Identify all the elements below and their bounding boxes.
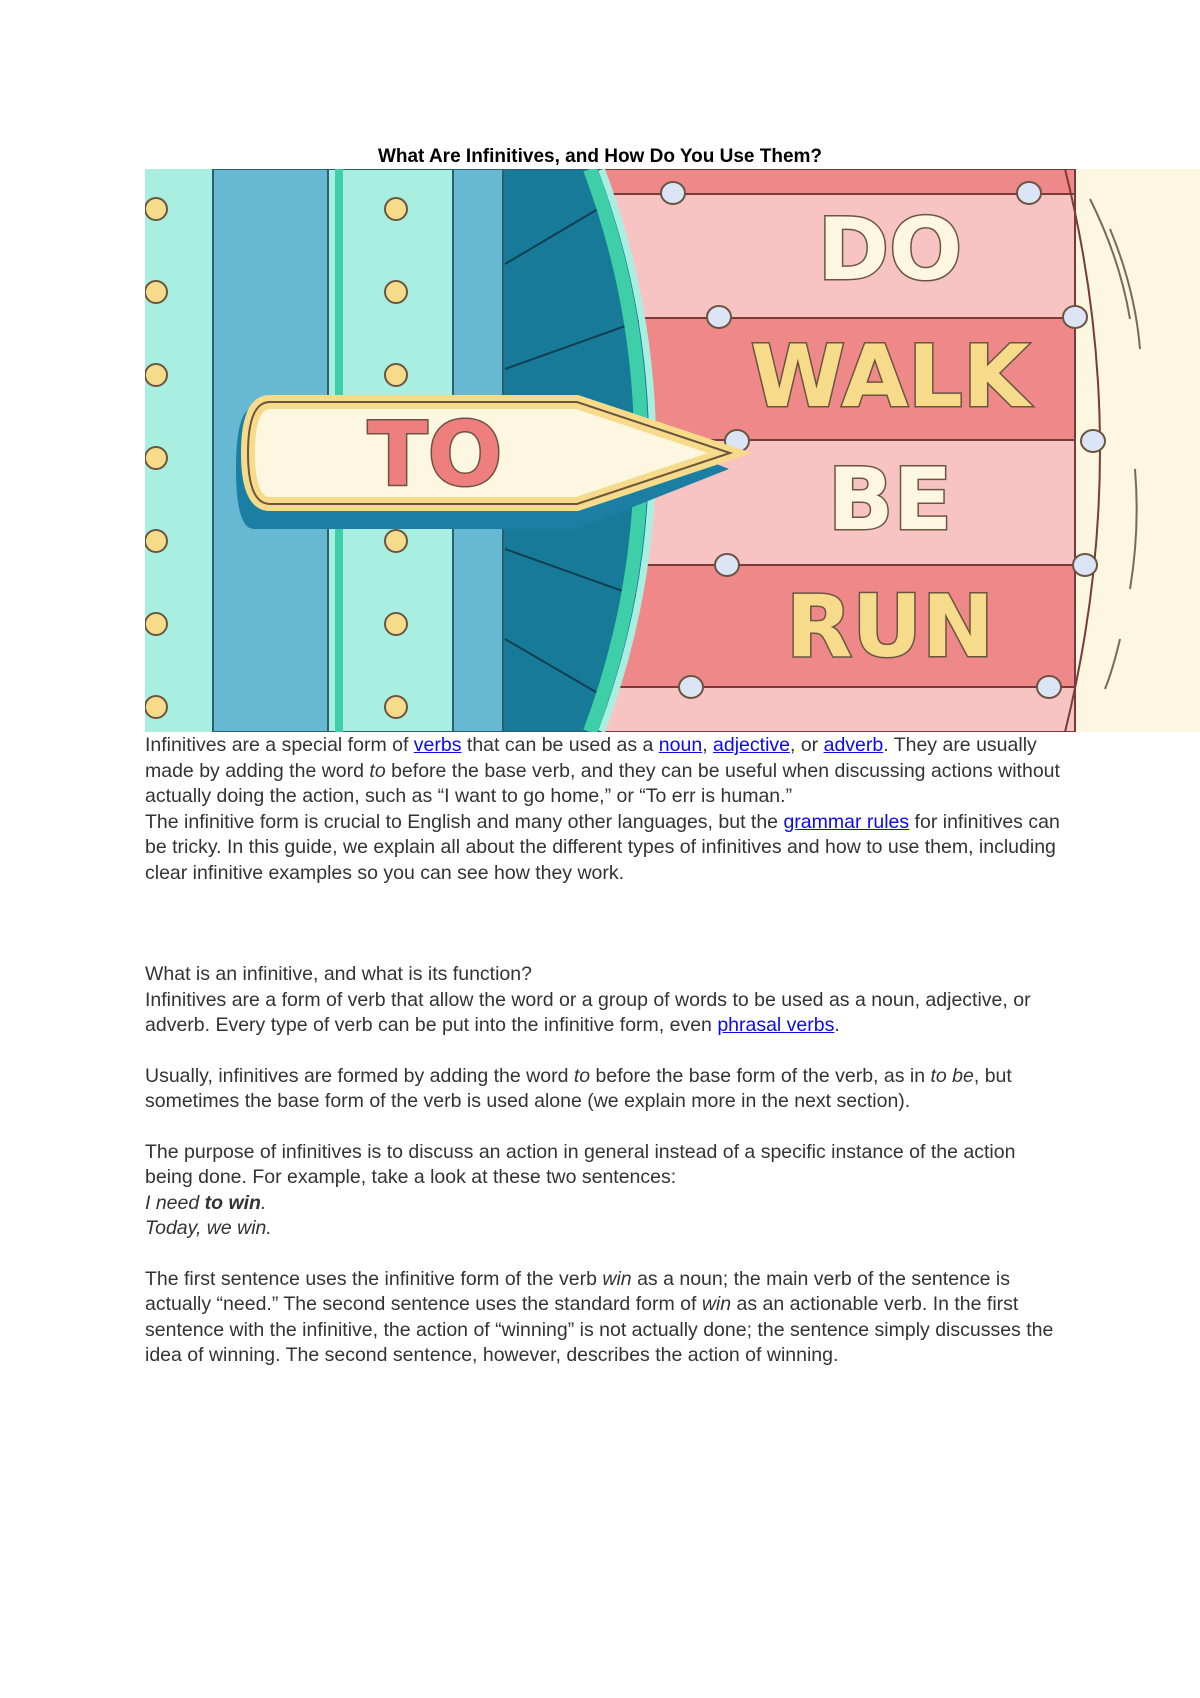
text: . They are usually made by adding the word: [145, 734, 1037, 782]
emphasis: to be: [930, 1064, 974, 1087]
word-do: DO: [817, 200, 963, 300]
text: Infinitives are a form of verb that allow the word or a group of words to be used as a noun, adjective, or adverb. Every type of verb can be put into the infinitive form, even: [145, 988, 1031, 1036]
emphasis: win: [701, 1293, 732, 1315]
text: ,: [702, 734, 714, 756]
emphasis: to: [573, 1064, 591, 1087]
text: The first sentence uses the infinitive form of the verb: [145, 1267, 603, 1290]
section-paragraph-1: [145, 988, 1060, 1039]
emphasis: Today, we win.: [145, 1217, 272, 1239]
text: I need: [145, 1191, 205, 1214]
link-adverb[interactable]: adverb: [823, 734, 884, 756]
word-wheel-illustration: [145, 169, 1200, 732]
section-paragraph-3: The purpose of infinitives is to discuss an action in general instead of a specific instance of the action being done. For example, take a look at these two sentences:: [145, 1140, 1016, 1188]
word-run: RUN: [785, 577, 995, 677]
text: Infinitives are a special form of: [145, 734, 414, 756]
word-walk: WALK: [750, 327, 1030, 427]
spacer: [145, 1039, 1060, 1064]
section-paragraph-4: [145, 1267, 1060, 1369]
text: Usually, infinitives are formed by adding the word: [145, 1064, 574, 1087]
emphasis: to: [369, 759, 386, 782]
intro-paragraph-2: [145, 810, 1060, 887]
example-sentence-1: [145, 1191, 1060, 1217]
text: before the base form of the verb, as in: [590, 1064, 931, 1087]
section-heading: What is an infinitive, and what is its function?: [145, 963, 532, 985]
text: .: [260, 1191, 267, 1214]
link-adjective[interactable]: adjective: [713, 734, 790, 756]
spacer: [145, 886, 1060, 962]
bold-text: to win: [204, 1191, 261, 1214]
text: .: [834, 1014, 840, 1036]
text: that can be used as a: [461, 734, 659, 756]
pointer-word-to: TO: [367, 403, 503, 506]
text: , but sometimes the base form of the verb is used alone (we explain more in the next section).: [145, 1064, 1012, 1112]
link-verbs[interactable]: verbs: [413, 734, 462, 756]
example-sentence-2: [145, 1216, 1060, 1242]
page-title: What Are Infinitives, and How Do You Use Them?: [377, 146, 823, 167]
intro-paragraph-1: [145, 733, 1060, 810]
text: , or: [790, 734, 824, 756]
link-noun[interactable]: noun: [658, 734, 703, 756]
text: as an actionable verb. In the first sentence with the infinitive, the action of “winning” is not actually done; the sentence simply discusses the idea of winning. The second sentence, however, describes the action of winning.: [145, 1293, 1054, 1366]
article-body: [145, 733, 1060, 1369]
spacer: [145, 1115, 1060, 1140]
text: The infinitive form is crucial to English and many other languages, but the: [145, 810, 784, 833]
text: for infinitives can be tricky. In this guide, we explain all about the different types of infinitives and how to use them, including clear infinitive examples so you can see how they work.: [145, 810, 1060, 884]
section-paragraph-2: [145, 1064, 1060, 1115]
link-phrasal-verbs[interactable]: phrasal verbs: [717, 1014, 835, 1036]
link-grammar-rules[interactable]: grammar rules: [783, 810, 910, 833]
text: before the base verb, and they can be useful when discussing actions without actually doing the action, such as “I want to go home,” or “To err is human.”: [145, 759, 1060, 807]
emphasis: win: [602, 1267, 632, 1290]
spacer: [145, 1242, 1060, 1267]
hero-illustration: [145, 169, 1200, 732]
word-be: BE: [827, 450, 953, 550]
text: as a noun; the main verb of the sentence is actually “need.” The second sentence uses the standard form of: [145, 1267, 1010, 1315]
